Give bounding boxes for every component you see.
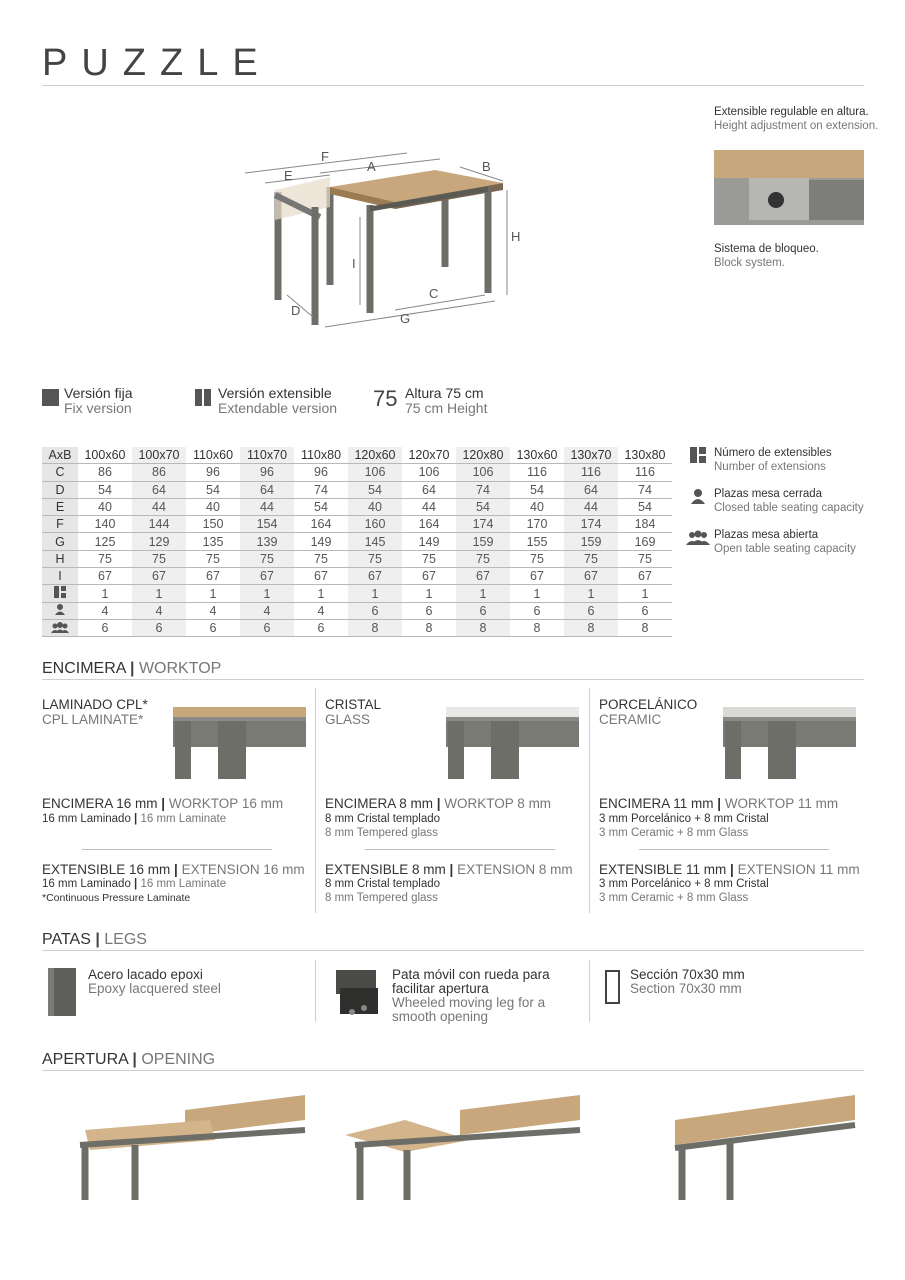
table-row-label: D xyxy=(42,481,78,498)
opening-step-3-image xyxy=(670,1090,860,1205)
height-adjust-es: Extensible regulable en altura. xyxy=(714,106,869,118)
worktop-thickness-es: ENCIMERA 16 mm xyxy=(42,796,158,811)
fix-version-en: Fix version xyxy=(64,400,132,416)
table-cell: 159 xyxy=(564,533,618,550)
table-header-cell: 110x60 xyxy=(186,447,240,464)
table-cell: 75 xyxy=(402,550,456,567)
fix-version-es: Versión fija xyxy=(64,385,133,401)
column-separator xyxy=(589,960,590,1022)
table-cell: 164 xyxy=(402,516,456,533)
height-adjust-en: Height adjustment on extension. xyxy=(714,120,879,132)
table-row-label: G xyxy=(42,533,78,550)
table-cell: 75 xyxy=(132,550,186,567)
table-cell: 1 xyxy=(78,585,132,602)
table-header-cell: 120x70 xyxy=(402,447,456,464)
column-separator xyxy=(589,688,590,913)
table-header-cell: 130x70 xyxy=(564,447,618,464)
table-cell: 150 xyxy=(186,516,240,533)
extendable-version-icon xyxy=(195,389,202,406)
table-cell: 8 xyxy=(564,619,618,636)
fix-version-icon xyxy=(42,389,59,406)
photo-wood xyxy=(714,150,864,178)
table-cell: 96 xyxy=(240,464,294,481)
table-cell: 106 xyxy=(456,464,510,481)
table-cell: 75 xyxy=(240,550,294,567)
wheeled-leg-es-line2: facilitar apertura xyxy=(392,981,489,996)
table-cell: 44 xyxy=(564,498,618,515)
opening-heading: APERTURA | OPENING xyxy=(42,1051,216,1068)
dim-line xyxy=(395,295,485,310)
worktop-detail-es: 16 mm Laminado xyxy=(42,813,131,825)
table-cell: 159 xyxy=(456,533,510,550)
table-cell: 6 xyxy=(294,619,348,636)
table-cell: 75 xyxy=(348,550,402,567)
closed-icon xyxy=(42,602,78,619)
table-cell: 116 xyxy=(618,464,672,481)
worktop-material-image xyxy=(446,707,579,779)
extension-detail: 16 mm Laminado | 16 mm Laminate *Continuous Pressure Laminate xyxy=(42,878,227,904)
extension-thickness-en: EXTENSION 16 mm xyxy=(181,862,305,877)
wheeled-leg-image xyxy=(334,968,382,1020)
table-header-row xyxy=(42,447,672,464)
table-cell: 140 xyxy=(78,516,132,533)
closed-seating-en: Closed table seating capacity xyxy=(714,502,864,514)
table-cell: 64 xyxy=(132,481,186,498)
opening-step-1-image xyxy=(75,1090,310,1205)
table-cell: 75 xyxy=(564,550,618,567)
table-row xyxy=(42,619,672,636)
table-cell: 139 xyxy=(240,533,294,550)
table-cell: 149 xyxy=(294,533,348,550)
table-cell: 184 xyxy=(618,516,672,533)
worktop-detail-en: 16 mm Laminate xyxy=(140,813,227,825)
table-cell: 6 xyxy=(240,619,294,636)
table-cell: 4 xyxy=(78,602,132,619)
worktop-thickness: ENCIMERA 11 mm | WORKTOP 11 mm xyxy=(599,796,839,811)
table-cell: 8 xyxy=(348,619,402,636)
photo-rail xyxy=(809,180,864,220)
table-cell: 8 xyxy=(618,619,672,636)
dimensions-table xyxy=(42,447,672,637)
table-cell: 4 xyxy=(240,602,294,619)
table-cell: 67 xyxy=(402,568,456,585)
table-header-cell: 110x80 xyxy=(294,447,348,464)
worktop-detail-en: 3 mm Ceramic + 8 mm Glass xyxy=(599,827,749,839)
opening-heading-en: OPENING xyxy=(141,1051,216,1068)
worktop-thickness-es: ENCIMERA 11 mm xyxy=(599,796,714,811)
extension-detail-en: 16 mm Laminate xyxy=(140,878,227,890)
table-cell: 6 xyxy=(78,619,132,636)
extension-detail-es: 3 mm Porcelánico + 8 mm Cristal xyxy=(599,878,769,890)
page-title: PUZZLE xyxy=(42,42,272,84)
worktop-detail xyxy=(325,812,440,840)
worktop-thickness-en: WORKTOP 11 mm xyxy=(724,796,839,811)
table-cell: 75 xyxy=(78,550,132,567)
leg-section-caption xyxy=(630,968,745,996)
table-header-cell: 100x70 xyxy=(132,447,186,464)
table-cell: 54 xyxy=(510,481,564,498)
table-row xyxy=(42,464,672,481)
table-cell: 6 xyxy=(510,602,564,619)
material-name-es: PORCELÁNICO xyxy=(599,697,698,712)
table-cell: 67 xyxy=(294,568,348,585)
block-system-en: Block system. xyxy=(714,257,785,269)
table-cell: 1 xyxy=(402,585,456,602)
worktop-detail xyxy=(599,812,769,840)
table-cell: 40 xyxy=(78,498,132,515)
worktop-thickness-en: WORKTOP 16 mm xyxy=(168,796,284,811)
table-cell: 86 xyxy=(132,464,186,481)
wheeled-leg-es-line1: Pata móvil con rueda para xyxy=(392,967,550,982)
height-adjust-caption xyxy=(714,105,878,133)
table-cell: 67 xyxy=(78,568,132,585)
dim-label-f: F xyxy=(321,149,329,164)
table-cell: 6 xyxy=(456,602,510,619)
table-cell: 6 xyxy=(618,602,672,619)
table-cell: 6 xyxy=(186,619,240,636)
table-row xyxy=(42,533,672,550)
table-cell: 170 xyxy=(510,516,564,533)
table-cell: 174 xyxy=(564,516,618,533)
table-cell: 96 xyxy=(186,464,240,481)
extension-detail xyxy=(599,877,769,905)
dim-label-e: E xyxy=(284,168,293,183)
table-cell: 54 xyxy=(456,498,510,515)
block-system-es: Sistema de bloqueo. xyxy=(714,243,819,255)
dim-label-d: D xyxy=(291,303,301,318)
opening-divider xyxy=(42,1070,864,1071)
extensions-icon xyxy=(42,585,78,602)
leg-section-icon xyxy=(605,970,620,1004)
extension-footnote: 3 mm Ceramic + 8 mm Glass xyxy=(599,892,749,904)
table-cell: 116 xyxy=(510,464,564,481)
worktop-detail-es: 8 mm Cristal templado xyxy=(325,813,441,825)
worktop-detail: 16 mm Laminado | 16 mm Laminate xyxy=(42,813,227,825)
extension-thickness-en: EXTENSION 8 mm xyxy=(457,862,573,877)
worktop-heading: ENCIMERA | WORKTOP xyxy=(42,660,222,677)
table-row-label: E xyxy=(42,498,78,515)
height-es: Altura 75 cm xyxy=(405,385,484,401)
table-row xyxy=(42,516,672,533)
table-row xyxy=(42,568,672,585)
dim-label-c: C xyxy=(429,286,439,301)
table-cell: 75 xyxy=(294,550,348,567)
table-row-label: F xyxy=(42,516,78,533)
closed-seating-es: Plazas mesa cerrada xyxy=(714,488,823,500)
table-cell: 75 xyxy=(456,550,510,567)
table-header-cell: 120x80 xyxy=(456,447,510,464)
worktop-heading-es: ENCIMERA xyxy=(42,660,126,677)
person-icon xyxy=(690,488,706,504)
table-cell: 129 xyxy=(132,533,186,550)
worktop-thickness: ENCIMERA 8 mm | WORKTOP 8 mm xyxy=(325,796,552,811)
material-name-en: GLASS xyxy=(325,712,371,727)
table-corner: AxB xyxy=(42,447,78,464)
table-cell: 164 xyxy=(294,516,348,533)
title-divider xyxy=(42,85,864,86)
worktop-material-image xyxy=(723,707,856,779)
material-name-es: CRISTAL xyxy=(325,697,382,712)
table-cell: 4 xyxy=(132,602,186,619)
height-legend xyxy=(405,386,487,416)
worktop-detail-es: 3 mm Porcelánico + 8 mm Cristal xyxy=(599,813,769,825)
table-cell: 106 xyxy=(402,464,456,481)
extension-detail-es: 8 mm Cristal templado xyxy=(325,878,441,890)
table-cell: 54 xyxy=(618,498,672,515)
table-cell: 160 xyxy=(348,516,402,533)
height-en: 75 cm Height xyxy=(405,400,488,416)
table-cell: 40 xyxy=(510,498,564,515)
worktop-thickness-en: WORKTOP 8 mm xyxy=(444,796,552,811)
table-cell: 4 xyxy=(186,602,240,619)
table-cell: 96 xyxy=(294,464,348,481)
extension-footnote: *Continuous Pressure Laminate xyxy=(42,892,191,904)
table-row xyxy=(42,498,672,515)
table-cell: 75 xyxy=(510,550,564,567)
table-cell: 1 xyxy=(348,585,402,602)
table-cell: 8 xyxy=(456,619,510,636)
column-separator xyxy=(315,960,316,1022)
worktop-heading-en: WORKTOP xyxy=(138,660,222,677)
column-separator xyxy=(315,688,316,913)
table-cell: 145 xyxy=(348,533,402,550)
wheeled-leg-caption xyxy=(392,968,550,1024)
table-cell: 116 xyxy=(564,464,618,481)
extendable-version-en: Extendable version xyxy=(218,400,338,416)
table-cell: 74 xyxy=(618,481,672,498)
extendable-version-legend xyxy=(218,386,337,416)
leg-section-en: Section 70x30 mm xyxy=(630,981,742,996)
table-cell: 40 xyxy=(348,498,402,515)
table-header-cell: 130x60 xyxy=(510,447,564,464)
table-cell: 67 xyxy=(456,568,510,585)
extension-thickness: EXTENSIBLE 8 mm | EXTENSION 8 mm xyxy=(325,862,573,877)
table-cell: 8 xyxy=(510,619,564,636)
table-header-cell: 130x80 xyxy=(618,447,672,464)
table-cell: 144 xyxy=(132,516,186,533)
table-cell: 67 xyxy=(618,568,672,585)
table-header-cell: 100x60 xyxy=(78,447,132,464)
legs-heading-es: PATAS xyxy=(42,931,91,948)
table-cell: 6 xyxy=(402,602,456,619)
height-number: 75 xyxy=(373,386,398,411)
table-cell: 54 xyxy=(186,481,240,498)
extension-thickness-es: EXTENSIBLE 11 mm xyxy=(599,862,727,877)
table-cell: 54 xyxy=(78,481,132,498)
table-cell: 75 xyxy=(186,550,240,567)
material-name-en: CPL LAMINATE* xyxy=(42,712,144,727)
material-name-es: LAMINADO CPL* xyxy=(42,697,148,712)
extension-thickness: EXTENSIBLE 16 mm | EXTENSION 16 mm xyxy=(42,862,305,877)
table-cell: 1 xyxy=(510,585,564,602)
extension-thickness-es: EXTENSIBLE 8 mm xyxy=(325,862,446,877)
block-system-caption xyxy=(714,242,819,270)
table-cell: 75 xyxy=(618,550,672,567)
table-cell: 54 xyxy=(348,481,402,498)
legs-divider xyxy=(42,950,864,951)
table-cell: 135 xyxy=(186,533,240,550)
wheeled-leg-en-line1: Wheeled moving leg for a xyxy=(392,995,546,1010)
table-cell: 74 xyxy=(294,481,348,498)
extension-thickness: EXTENSIBLE 11 mm | EXTENSION 11 mm xyxy=(599,862,860,877)
table-row xyxy=(42,585,672,602)
table-cell: 6 xyxy=(564,602,618,619)
table-cell: 169 xyxy=(618,533,672,550)
table-cell: 1 xyxy=(456,585,510,602)
table-cell: 8 xyxy=(402,619,456,636)
extensions-es: Número de extensibles xyxy=(714,447,832,459)
table-cell: 125 xyxy=(78,533,132,550)
table-cell: 64 xyxy=(402,481,456,498)
table-cell: 54 xyxy=(294,498,348,515)
table-row-label: H xyxy=(42,550,78,567)
dim-label-h: H xyxy=(511,229,521,244)
table-row xyxy=(42,602,672,619)
table-cell: 1 xyxy=(294,585,348,602)
fix-version-legend xyxy=(64,386,132,416)
opening-step-2-image xyxy=(345,1090,585,1205)
table-cell: 149 xyxy=(402,533,456,550)
inner-divider xyxy=(639,849,829,850)
table-cell: 67 xyxy=(132,568,186,585)
table-row-label: I xyxy=(42,568,78,585)
table-cell: 1 xyxy=(132,585,186,602)
steel-leg-es: Acero lacado epoxi xyxy=(88,967,203,982)
dim-label-b: B xyxy=(482,159,491,174)
table-cell: 64 xyxy=(564,481,618,498)
table-cell: 1 xyxy=(564,585,618,602)
table-header-cell: 120x60 xyxy=(348,447,402,464)
extension-detail xyxy=(325,877,440,905)
table-row xyxy=(42,481,672,498)
table-cell: 40 xyxy=(186,498,240,515)
table-cell: 44 xyxy=(402,498,456,515)
legs-heading: PATAS | LEGS xyxy=(42,931,147,948)
extension-thickness-es: EXTENSIBLE 16 mm xyxy=(42,862,171,877)
worktop-material-name xyxy=(325,697,381,727)
extendable-version-es: Versión extensible xyxy=(218,385,332,401)
open-icon xyxy=(42,619,78,636)
inner-divider xyxy=(365,849,555,850)
photo-knob xyxy=(768,192,784,208)
table-cell: 106 xyxy=(348,464,402,481)
table-cell: 6 xyxy=(132,619,186,636)
dim-label-a: A xyxy=(367,159,376,174)
worktop-detail-en: 8 mm Tempered glass xyxy=(325,827,438,839)
table-row-label: C xyxy=(42,464,78,481)
block-system-photo xyxy=(714,150,864,225)
extensions-icon xyxy=(690,447,706,463)
worktop-material-name xyxy=(599,697,697,727)
open-seating-es: Plazas mesa abierta xyxy=(714,529,819,541)
dim-label-g: G xyxy=(400,311,411,326)
table-cell: 67 xyxy=(564,568,618,585)
table-cell: 155 xyxy=(510,533,564,550)
extension-detail-es: 16 mm Laminado xyxy=(42,878,131,890)
opening-heading-es: APERTURA xyxy=(42,1051,128,1068)
leg-section-es: Sección 70x30 mm xyxy=(630,967,745,982)
worktop-divider xyxy=(42,679,864,680)
material-name-en: CERAMIC xyxy=(599,712,662,727)
worktop-thickness: ENCIMERA 16 mm | WORKTOP 16 mm xyxy=(42,796,284,811)
extension-footnote: 8 mm Tempered glass xyxy=(325,892,438,904)
extensions-en: Number of extensions xyxy=(714,461,826,473)
table-cell: 1 xyxy=(186,585,240,602)
extension-thickness-en: EXTENSION 11 mm xyxy=(737,862,860,877)
table-cell: 1 xyxy=(618,585,672,602)
table-cell: 1 xyxy=(240,585,294,602)
table-cell: 6 xyxy=(348,602,402,619)
table-cell: 67 xyxy=(186,568,240,585)
table-cell: 44 xyxy=(132,498,186,515)
table-cell: 64 xyxy=(240,481,294,498)
table-cell: 154 xyxy=(240,516,294,533)
table-header-cell: 110x70 xyxy=(240,447,294,464)
open-seating-en: Open table seating capacity xyxy=(714,543,856,555)
table-cell: 67 xyxy=(240,568,294,585)
extendable-version-icon xyxy=(204,389,211,406)
steel-leg-en: Epoxy lacquered steel xyxy=(88,981,221,996)
worktop-material-image xyxy=(173,707,306,779)
inner-divider xyxy=(82,849,272,850)
dim-label-i: I xyxy=(352,256,356,271)
worktop-material-name xyxy=(42,697,148,727)
table-cell: 67 xyxy=(510,568,564,585)
table-cell: 174 xyxy=(456,516,510,533)
steel-leg-image xyxy=(46,968,78,1016)
table-dimension-diagram xyxy=(235,145,535,335)
table-cell: 44 xyxy=(240,498,294,515)
table-cell: 4 xyxy=(294,602,348,619)
worktop-thickness-es: ENCIMERA 8 mm xyxy=(325,796,434,811)
legs-heading-en: LEGS xyxy=(104,931,147,948)
steel-leg-caption xyxy=(88,968,221,996)
wheeled-leg-en-line2: smooth opening xyxy=(392,1009,489,1024)
table-cell: 74 xyxy=(456,481,510,498)
table-cell: 67 xyxy=(348,568,402,585)
people-group-icon xyxy=(686,529,710,545)
table-row xyxy=(42,550,672,567)
table-cell: 86 xyxy=(78,464,132,481)
